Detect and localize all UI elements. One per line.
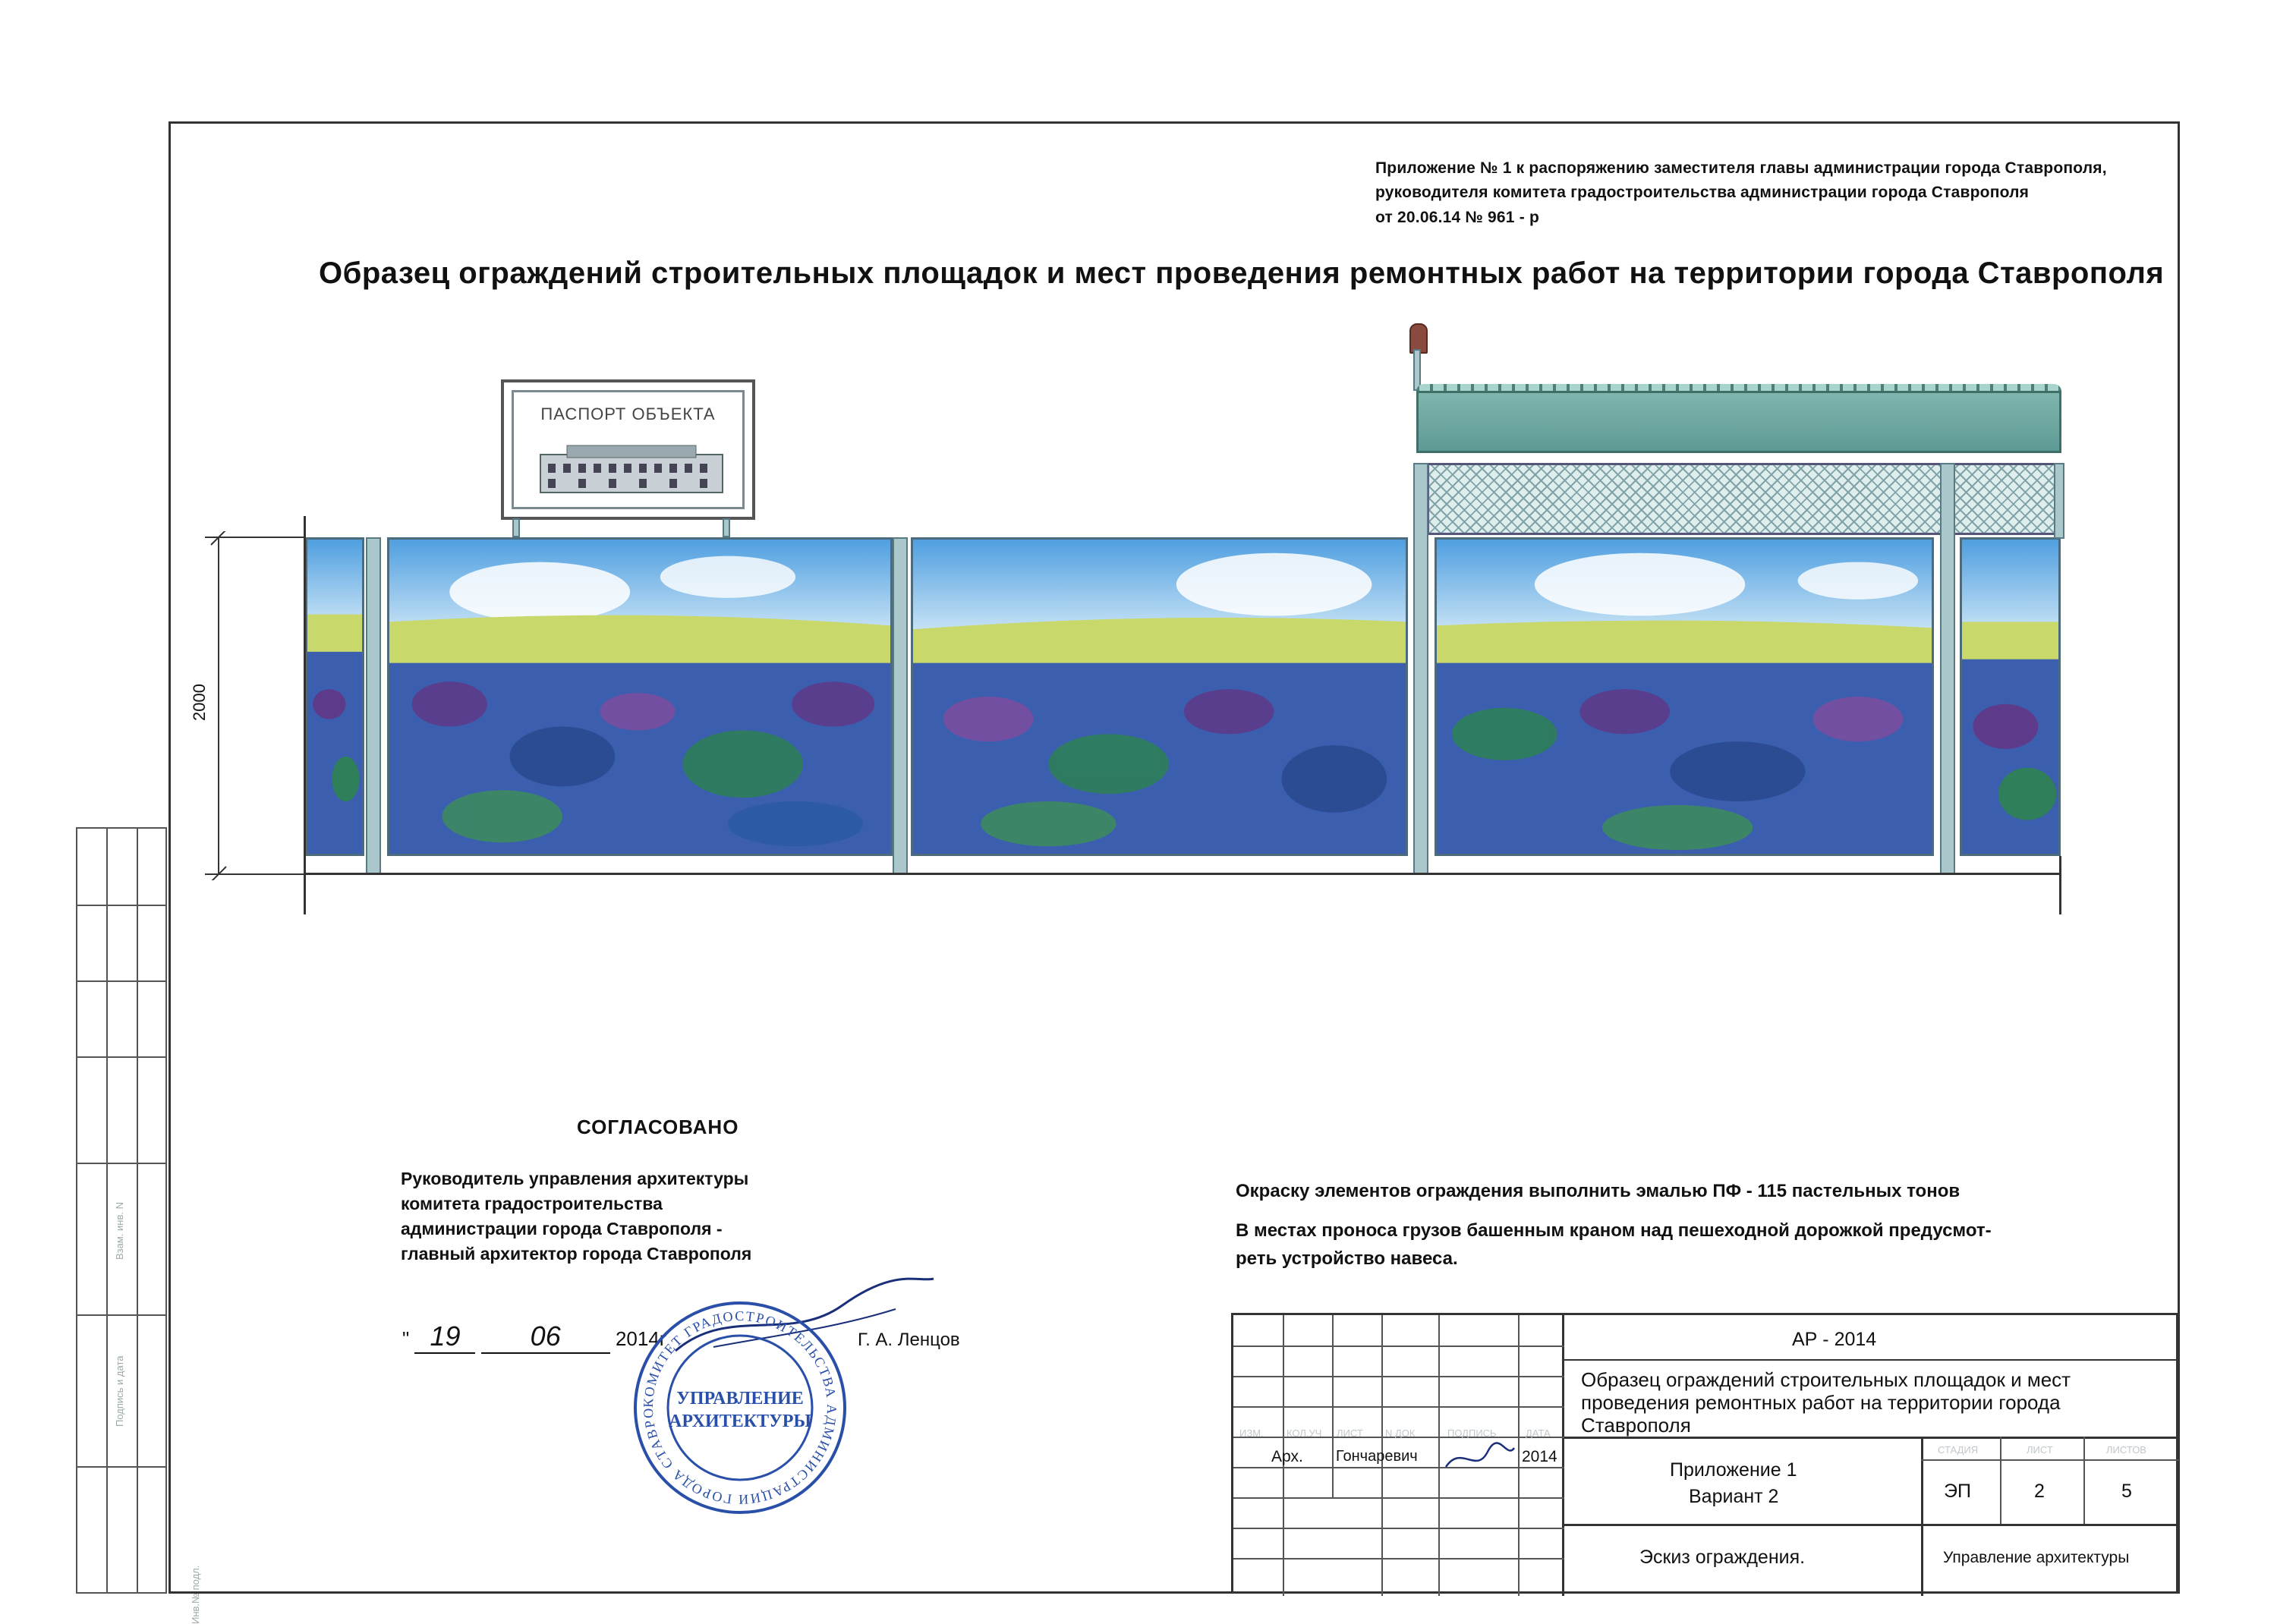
- signatory-name: Г. А. Ленцов: [858, 1330, 960, 1350]
- col-kol-uch: КОЛ.УЧ: [1287, 1427, 1322, 1439]
- fence-panel-2: [387, 537, 893, 856]
- sign-title: ПАСПОРТ ОБЪЕКТА: [540, 404, 716, 423]
- note-paint: Окраску элементов ограждения выполнить эмалью ПФ - 115 пастельных тонов: [1236, 1181, 1960, 1201]
- sheet-header: ЛИСТ: [2027, 1444, 2053, 1456]
- dimension-label: 2000: [190, 684, 209, 721]
- stamp-center-line-1: УПРАВЛЕНИЕ: [676, 1389, 804, 1408]
- title-block: [1231, 1313, 2178, 1594]
- author-year: 2014: [1522, 1448, 1557, 1465]
- drawing-description-2: проведения ремонтных работ на территории города: [1581, 1391, 2061, 1414]
- variant-number: Вариант 2: [1689, 1486, 1779, 1507]
- appendix-line-1: Приложение № 1 к распоряжению заместителя главы администрации города Ставрополя,: [1375, 159, 2107, 177]
- approved-heading: СОГЛАСОВАНО: [577, 1116, 739, 1138]
- date-day: 19: [414, 1320, 475, 1354]
- ground-line: [304, 873, 2061, 875]
- canopy-post-end: [2054, 463, 2064, 539]
- fence-post-1: [366, 537, 381, 875]
- object-passport-sign: [501, 379, 755, 520]
- appendix-number: Приложение 1: [1670, 1459, 1797, 1481]
- note-canopy-line-2: реть устройство навеса.: [1236, 1248, 1458, 1269]
- approval-date: " 19 06 2014г: [402, 1320, 666, 1354]
- sheets-header: ЛИСТОВ: [2106, 1444, 2146, 1456]
- organization-name: Управление архитектуры: [1943, 1549, 2130, 1566]
- author-name: Гончаревич: [1336, 1448, 1418, 1465]
- side-label-signature-date: Подпись и дата: [114, 1355, 125, 1427]
- col-list: ЛИСТ: [1337, 1427, 1363, 1439]
- drawing-code: АР - 2014: [1792, 1329, 1877, 1350]
- sign-inner-border: [512, 390, 745, 509]
- stage-value: ЭП: [1944, 1481, 1971, 1502]
- author-signature: [1442, 1437, 1518, 1490]
- fence-end-line-left: [304, 516, 306, 914]
- page-title: Образец ограждений строительных площадок и мест проведения ремонтных работ на территории города Ставрополя: [319, 257, 2165, 290]
- role-label: Арх.: [1271, 1448, 1303, 1465]
- fence-panel-3: [911, 537, 1408, 856]
- approver-title-line-2: комитета градостроительства: [401, 1194, 663, 1213]
- stage-header: СТАДИЯ: [1938, 1444, 1979, 1456]
- fence-post-3: [1413, 463, 1428, 875]
- approver-title-line-1: Руководитель управления архитектуры: [401, 1169, 749, 1188]
- drawing-description-3: Ставрополя: [1581, 1414, 1691, 1437]
- fence-panel-4: [1435, 537, 1934, 856]
- date-year: 2014г: [615, 1327, 667, 1350]
- stamp-ring-text: КОМИТЕТ ГРАДОСТРОИТЕЛЬСТВА АДМИНИСТРАЦИИ ГОРОДА СТАВРО: [640, 1308, 840, 1508]
- side-label-vzam-inv: Взам. инв. N: [114, 1202, 125, 1260]
- organization-stamp: [630, 1298, 850, 1518]
- canopy-roof: [1416, 391, 2061, 453]
- approver-title-line-4: главный архитектор города Ставрополя: [401, 1244, 752, 1264]
- fence-post-4: [1940, 463, 1955, 875]
- fence-post-2: [893, 537, 908, 875]
- sheets-value: 5: [2121, 1481, 2132, 1502]
- date-month: 06: [481, 1320, 610, 1354]
- sheet-value: 2: [2034, 1481, 2045, 1502]
- drawing-name: Эскиз ограждения.: [1639, 1547, 1806, 1568]
- approver-title-line-3: администрации города Ставрополя -: [401, 1219, 723, 1238]
- canopy-lattice: [1427, 463, 2057, 535]
- building-illustration: [537, 439, 726, 500]
- fence-panel-1: [305, 537, 364, 856]
- col-n-dok: N ДОК: [1385, 1427, 1416, 1439]
- appendix-line-2: руководителя комитета градостроительства администрации города Ставрополя: [1375, 184, 2030, 201]
- drawing-description-1: Образец ограждений строительных площадок и мест: [1581, 1368, 2071, 1391]
- sign-leg-right: [723, 518, 730, 537]
- side-label-inv-podl: Инв.№ подл.: [190, 1565, 201, 1624]
- fence-panel-5: [1960, 537, 2061, 856]
- sign-leg-left: [512, 518, 520, 537]
- stamp-center-line-2: АРХИТЕКТУРЫ: [669, 1412, 811, 1431]
- appendix-line-3: от 20.06.14 № 961 - р: [1375, 209, 1539, 226]
- col-data: ДАТА: [1526, 1427, 1551, 1439]
- fence-end-line-right: [2059, 856, 2061, 914]
- dimension-line: [197, 531, 304, 880]
- col-izm: ИЗМ.: [1239, 1427, 1264, 1439]
- note-canopy-line-1: В местах проноса грузов башенным краном над пешеходной дорожкой предусмот-: [1236, 1220, 1992, 1241]
- col-podpis: ПОДПИСЬ: [1447, 1427, 1497, 1439]
